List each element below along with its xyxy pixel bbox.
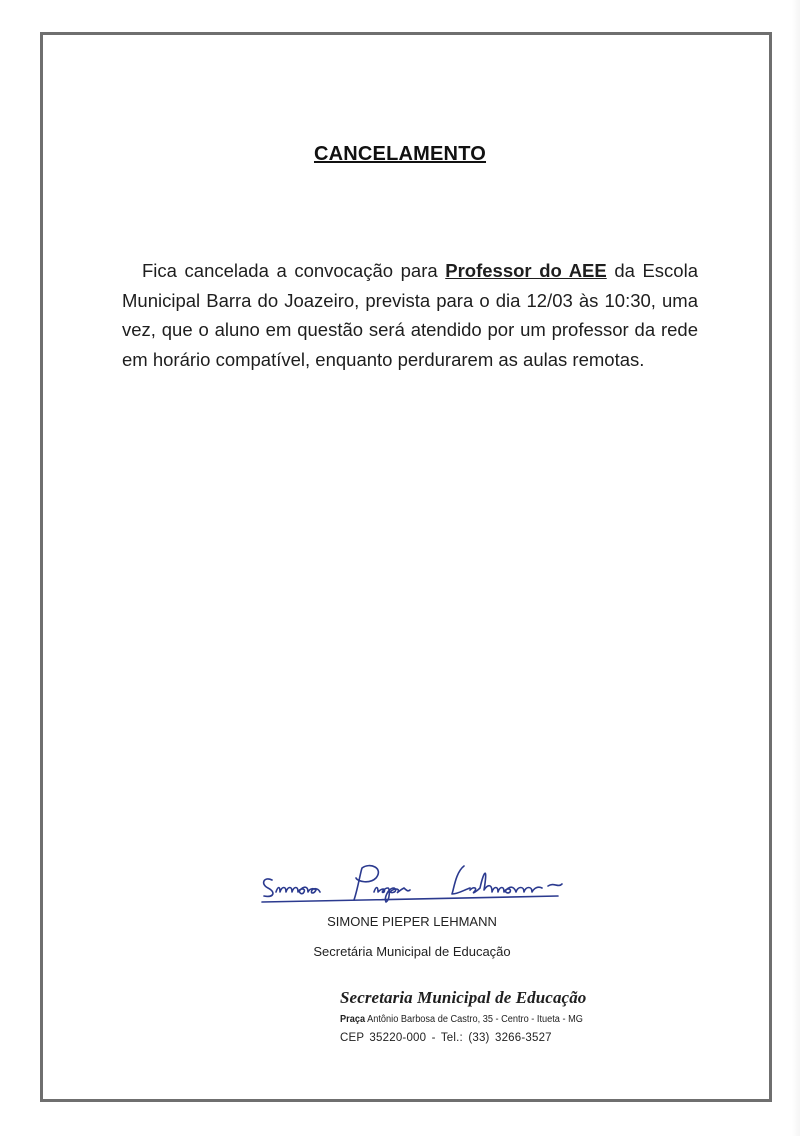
document-title: CANCELAMENTO — [313, 143, 487, 165]
body-paragraph — [122, 256, 698, 374]
handwritten-signature — [258, 858, 618, 904]
stamp-contact: CEP 35220-000 - Tel.: (33) 3266-3527 — [340, 1032, 552, 1044]
stamp-address — [340, 1014, 583, 1025]
stamp-address-rest: Antônio Barbosa de Castro, 35 - Centro - Itueta - MG — [365, 1014, 583, 1025]
scan-edge-shadow — [792, 0, 800, 1136]
body-text-after: da Escola Municipal Barra do Joazeiro, prevista para o dia 12/03 às 10:30, uma vez, que o aluno em questão será atendido por um professor da rede em horário compatível, enquanto perdurarem as aulas remotas. — [122, 260, 698, 370]
stamp-address-bold: Praça — [340, 1014, 366, 1025]
stamp-title: Secretaria Municipal de Educação — [340, 988, 587, 1007]
page-border — [40, 32, 772, 1102]
office-stamp — [340, 988, 600, 1044]
body-text-before: Fica cancelada a convocação para — [142, 260, 446, 281]
body-emphasis: Professor do AEE — [445, 260, 607, 281]
signatory-name: SIMONE PIEPER LEHMANN — [327, 914, 497, 929]
signatory-role: Secretária Municipal de Educação — [313, 944, 511, 959]
